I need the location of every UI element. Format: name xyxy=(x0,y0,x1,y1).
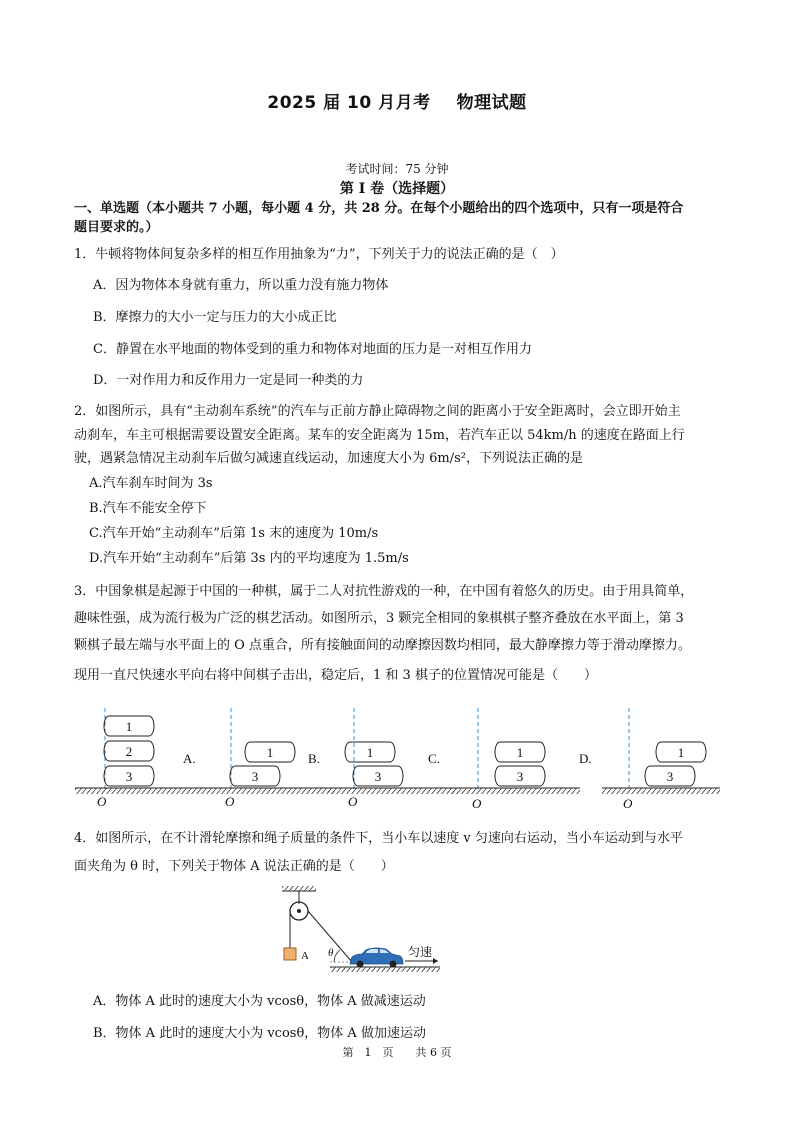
q3-line3: 颗棋子最左端与水平面上的 O 点重合，所有接触面间的动摩擦因数均相同，最大静摩擦力等于滑动摩擦力。 xyxy=(74,638,691,653)
uniform-label: 匀速 xyxy=(408,945,433,959)
fig-a-piece-3: 3 xyxy=(251,769,259,784)
option-d-figure xyxy=(602,708,720,794)
q2-line2: 动刹车，车主可根据需要设置安全距离。某车的安全距离为 15m，若汽车正以 54km/h 的速度在路面上行 xyxy=(74,428,685,443)
q4-option-a: A．物体 A 此时的速度大小为 vcosθ，物体 A 做减速运动 xyxy=(93,994,426,1009)
q4-line2: 面夹角为 θ 时，下列关于物体 A 说法正确的是（ ） xyxy=(74,859,394,874)
fig-piece-3: 3 xyxy=(125,769,133,784)
q2-option-d: D.汽车开始“主动刹车”后第 3s 内的平均速度为 1.5m/s xyxy=(89,551,409,566)
q2-option-c: C.汽车开始“主动刹车”后第 1s 末的速度为 10m/s xyxy=(89,526,379,541)
q3-line4: 现用一直尺快速水平向右将中间棋子击出，稳定后，1 和 3 棋子的位置情况可能是（ ） xyxy=(74,668,597,683)
page-footer: 第 1 页 共 6 页 xyxy=(342,1046,452,1059)
exam-time: 考试时间：75 分钟 xyxy=(345,162,449,176)
fig-d-piece-1: 1 xyxy=(677,745,685,760)
part-title: 第 I 卷（选择题） xyxy=(339,181,455,197)
q1-option-d: D．一对作用力和反作用力一定是同一种类的力 xyxy=(93,373,364,388)
q1-option-a: A．因为物体本身就有重力，所以重力没有施力物体 xyxy=(93,278,389,293)
title-exam: 2025 届 10 月月考 xyxy=(267,93,431,113)
theta-label: θ xyxy=(328,947,334,959)
q4-line1: 4．如图所示，在不计滑轮摩擦和绳子质量的条件下，当小车以速度 v 匀速向右运动，当小车运动到与水平 xyxy=(74,831,683,846)
fig-piece-1: 1 xyxy=(125,719,133,734)
q1-option-b: B．摩擦力的大小一定与压力的大小成正比 xyxy=(93,310,337,325)
q2-option-b: B.汽车不能安全停下 xyxy=(89,501,207,516)
q1-option-c: C．静置在水平地面的物体受到的重力和物体对地面的压力是一对相互作用力 xyxy=(93,342,532,357)
q1-stem: 1．牛顿将物体间复杂多样的相互作用抽象为“力”，下列关于力的说法正确的是（ ） xyxy=(74,247,564,262)
fig-option-b-label: B. xyxy=(308,751,320,766)
fig-option-d-label: D. xyxy=(579,751,592,766)
fig-b-o-label: O xyxy=(348,794,358,809)
fig-option-a-label: A. xyxy=(183,751,196,766)
page-title xyxy=(0,88,794,113)
fig-a-o-label: O xyxy=(225,794,235,809)
fig-o-label: O xyxy=(97,794,107,809)
pulley-car-figure xyxy=(270,884,460,974)
fig-c-piece-3: 3 xyxy=(516,769,524,784)
block-a-label: A xyxy=(301,950,309,962)
q2-line3: 驶，遇紧急情况主动刹车后做匀减速直线运动，加速度大小为 6m/s²，下列说法正确的是 xyxy=(74,451,583,466)
q4-option-b: B．物体 A 此时的速度大小为 vcosθ，物体 A 做加速运动 xyxy=(93,1026,426,1041)
chess-pieces-figure xyxy=(70,700,730,815)
option-c-figure xyxy=(450,708,580,794)
fig-d-piece-3: 3 xyxy=(666,769,674,784)
q2-option-a: A.汽车刹车时间为 3s xyxy=(89,476,213,491)
section-heading-line2: 题目要求的。） xyxy=(74,220,159,235)
q2-line1: 2．如图所示，具有“主动刹车系统”的汽车与正前方静止障碍物之间的距离小于安全距离时，会立即开始主 xyxy=(74,404,681,419)
car-icon xyxy=(350,948,403,968)
q3-line2: 趣味性强，成为流行极为广泛的棋艺活动。如图所示，3 颗完全相同的象棋棋子整齐叠放在水平面上，第 3 xyxy=(74,611,684,626)
title-subject: 物理试题 xyxy=(456,93,527,113)
block-a xyxy=(284,948,296,960)
fig-a-piece-1: 1 xyxy=(266,745,274,760)
fig-c-piece-1: 1 xyxy=(516,745,524,760)
q3-line1: 3．中国象棋是起源于中国的一种棋，属于二人对抗性游戏的一种，在中国有着悠久的历史。由于用具简单， xyxy=(74,584,694,599)
section-heading-line1: 一、单选题（本小题共 7 小题，每小题 4 分，共 28 分。在每个小题给出的四个选项中，只有一项是符合 xyxy=(74,201,684,216)
fig-b-piece-3: 3 xyxy=(374,769,382,784)
fig-piece-2: 2 xyxy=(125,744,133,759)
fig-c-o-label: O xyxy=(472,796,482,811)
fig-d-o-label: O xyxy=(623,796,633,811)
fig-option-c-label: C. xyxy=(428,751,440,766)
fig-b-piece-1: 1 xyxy=(366,745,374,760)
